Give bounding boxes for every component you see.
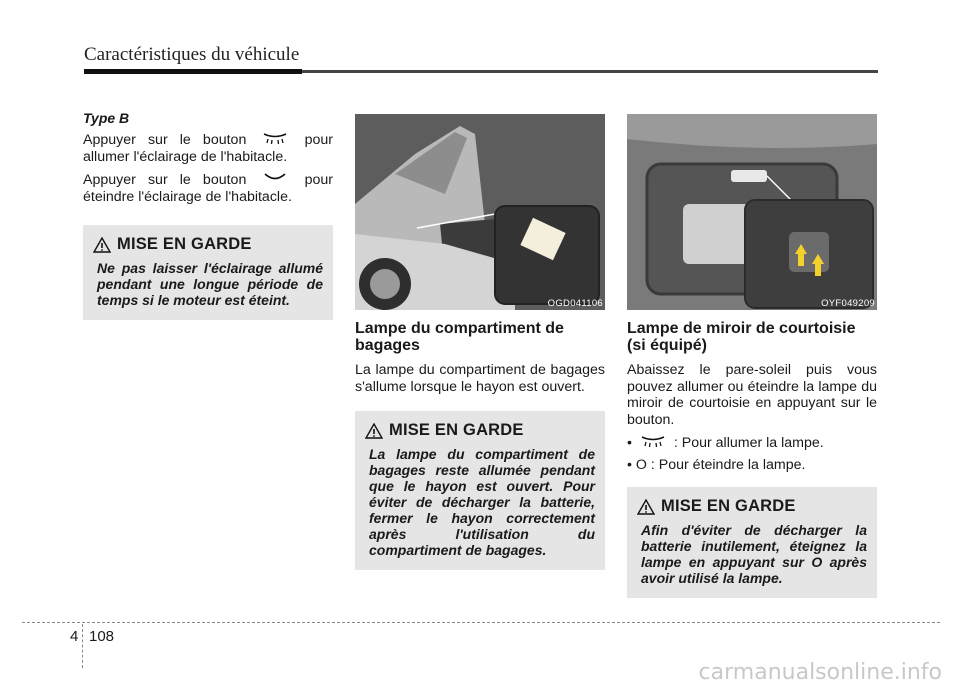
figure-code: OGD041106	[547, 298, 603, 309]
lamp-on-icon	[258, 131, 292, 145]
cargo-lamp-figure	[355, 114, 605, 310]
para-off-before: Appuyer sur le bouton	[83, 172, 247, 188]
figure-code: OYF049209	[821, 298, 875, 309]
lamp-off-icon	[258, 171, 292, 185]
sun-visor-illustration	[627, 114, 877, 310]
bullet-lamp-off: • O : Pour éteindre la lampe.	[627, 457, 806, 473]
caution-text: La lampe du compartiment de bagages reste allumée pendant que le hayon est ouvert. Pour éviter de décharger la batterie, fermer le hayon correctement après l'utilisation du compartiment de bagages.	[369, 446, 595, 558]
car-trunk-illustration	[355, 114, 605, 310]
type-b-subhead: Type B	[83, 110, 130, 126]
chapter-number: 4	[70, 628, 79, 645]
caution-title: MISE EN GARDE	[661, 497, 796, 515]
bullet-lamp-on	[627, 434, 877, 451]
caution-title: MISE EN GARDE	[117, 235, 252, 253]
column-cargo-lamp	[355, 114, 605, 570]
page-header-title: Caractéristiques du véhicule	[84, 44, 300, 65]
page-number: 108	[89, 628, 115, 645]
caution-box-1	[83, 225, 333, 320]
warning-triangle-icon	[93, 237, 111, 253]
lamp-on-icon	[636, 434, 670, 448]
para-on-after: pour allumer l'éclairage de l'habitacle.	[83, 132, 333, 165]
caution-box-2	[355, 411, 605, 570]
column-vanity-lamp	[627, 114, 877, 598]
type-b-para-off	[83, 171, 333, 205]
vanity-lamp-figure	[627, 114, 877, 310]
watermark: carmanualsonline.info	[698, 660, 942, 685]
page-separator	[82, 624, 83, 668]
caution-text: Ne pas laisser l'éclairage allumé pendant une longue période de temps si le moteur est éteint.	[97, 260, 323, 308]
bullet-dot: •	[627, 435, 632, 451]
footer-rule	[22, 622, 940, 623]
type-b-para-on	[83, 131, 333, 165]
para-off-after: pour éteindre l'éclairage de l'habitacle.	[83, 172, 333, 205]
caution-text: Afin d'éviter de décharger la batterie inutilement, éteignez la lampe en appuyant sur O après avoir utilisé la lampe.	[641, 522, 867, 586]
cargo-lamp-title: Lampe du compartiment de bagages	[355, 320, 564, 354]
warning-triangle-icon	[365, 423, 383, 439]
caution-box-3	[627, 487, 877, 598]
warning-triangle-icon	[637, 499, 655, 515]
vanity-lamp-body: Abaissez le pare-soleil puis vous pouvez allumer ou éteindre la lampe du miroir de courtoisie en appuyant sur le bouton.	[627, 362, 877, 428]
header-rule	[84, 70, 878, 73]
vanity-lamp-title: Lampe de miroir de courtoisie (si équipé)	[627, 320, 856, 354]
bullet-lamp-on-text: : Pour allumer la lampe.	[673, 435, 824, 451]
para-on-before: Appuyer sur le bouton	[83, 132, 247, 148]
caution-title: MISE EN GARDE	[389, 421, 524, 439]
column-type-b	[83, 110, 333, 320]
cargo-lamp-body: La lampe du compartiment de bagages s'allume lorsque le hayon est ouvert.	[355, 362, 605, 395]
